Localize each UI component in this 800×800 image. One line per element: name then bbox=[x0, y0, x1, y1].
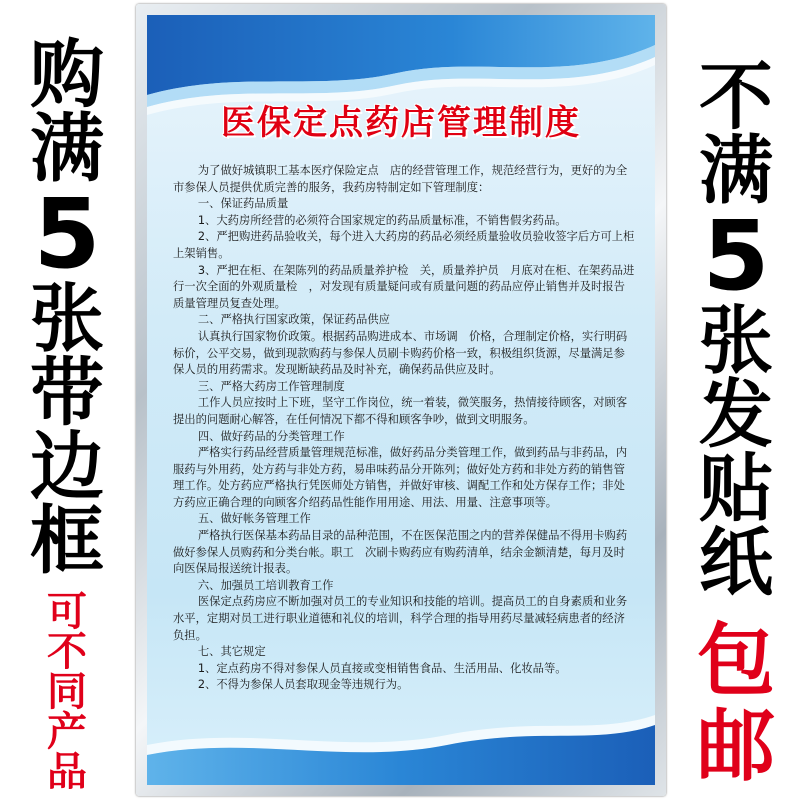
right-red-note bbox=[697, 618, 775, 790]
section-heading: 六、加强员工培训教育工作 bbox=[197, 578, 334, 592]
left-red-char: 品 bbox=[47, 749, 87, 795]
right-char: 发 bbox=[699, 372, 773, 458]
poster-body-text bbox=[173, 163, 635, 694]
left-char: 5 bbox=[33, 178, 101, 290]
section-heading: 四、做好药品的分类管理工作 bbox=[197, 429, 345, 443]
left-char: 边 bbox=[30, 424, 104, 510]
left-red-char: 不 bbox=[47, 629, 87, 675]
section-heading: 五、做好帐务管理工作 bbox=[197, 512, 311, 526]
right-char: 满 bbox=[699, 128, 773, 214]
left-char: 框 bbox=[30, 498, 104, 584]
right-char: 不 bbox=[699, 54, 773, 140]
left-red-char: 可 bbox=[47, 589, 87, 635]
right-char: 贴 bbox=[699, 446, 773, 532]
rule-paragraph: 严格实行药品经营质量管理规范标准，做好药品分类管理工作，做到药品与非药品，内服药与外用药，处方药与非处方药，易串味药品分开陈列；做好处方药和非处方药的销售管理工作。处方药应严格执行凭医师处方销售，并做好审核、调配工作和处方保存工作；非处方药应正确合理的向顾客介绍药品性能作用用途、用法、用量、注意事项等。 bbox=[173, 446, 628, 509]
rule-paragraph: 工作人员应按时上下班，坚守工作岗位，统一着装，微笑服务，热情接待顾客，对顾客提出的问题耐心解答，在任何情况下都不得和顾客争吵，做到文明服务。 bbox=[173, 396, 628, 426]
rule-paragraph: 医保定点药房应不断加强对员工的专业知识和技能的培训。提高员工的自身素质和业务水平，定期对员工进行职业道德和礼仪的培训，科学合理的指导用药尽量减轻病患者的经济负担。 bbox=[173, 595, 628, 642]
right-promo-text bbox=[699, 54, 773, 606]
rule-paragraph: 为了做好城镇职工基本医疗保险定点 店的经营管理工作，规范经营行为，更好的为全市参保人员提供优质完善的服务，我药房特制定如下管理制度： bbox=[173, 164, 628, 194]
bottom-wave-decoration bbox=[147, 695, 655, 785]
section-heading: 二、严格执行国家政策，保证药品供应 bbox=[197, 313, 390, 327]
section-heading: 三、严格大药房工作管理制度 bbox=[197, 379, 345, 393]
rule-paragraph: 1、定点药房不得对参保人员直接或变相销售食品、生活用品、化妆品等。 bbox=[197, 661, 567, 675]
left-char: 购 bbox=[30, 32, 104, 118]
right-red-char: 包 bbox=[696, 616, 775, 706]
left-char: 张 bbox=[30, 276, 104, 362]
left-char: 带 bbox=[30, 350, 104, 436]
rule-paragraph: 2、严把购进药品验收关，每个进入大药房的药品必须经质量验收员验收签字后方可上柜上架销售。 bbox=[173, 230, 635, 260]
right-char: 5 bbox=[702, 200, 770, 312]
rule-paragraph: 认真执行国家物价政策。根据药品购进成本、市场调 价格，合理制定价格，实行明码标价，公平交易，做到现款购药与参保人员刷卡购药价格一致，积极组织货源，尽量满足参保人员的用药需求。发现断缺药品及时补充，确保药品供应及时。 bbox=[173, 329, 628, 377]
poster-title: 医保定点药店管理制度 bbox=[221, 103, 581, 143]
left-char: 满 bbox=[30, 106, 104, 192]
rule-paragraph: 严格执行医保基本药品目录的品种范围，不在医保范围之内的营养保健品不得用卡购药做好参保人员购药和分类台帐。职工 次刷卡购药应有购药清单，结余金额清楚，每月及时向医保局报送统计报表。 bbox=[173, 529, 628, 576]
left-red-note bbox=[47, 589, 87, 795]
section-heading: 七、其它规定 bbox=[197, 645, 266, 659]
right-promo-banner bbox=[672, 0, 800, 790]
rule-paragraph: 3、严把在柜、在架陈列的药品质量养护检 关，质量养护员 月底对在柜、在架药品进行一次全面的外观质量检 ，对发现有质量疑问或有质量问题的药品应停止销售并及时报告质量管理员复查处理。 bbox=[173, 263, 635, 310]
poster-frame bbox=[136, 4, 666, 796]
rule-paragraph: 1、大药房所经营的必须符合国家规定的药品质量标准，不销售假劣药品。 bbox=[197, 213, 567, 227]
left-promo-text bbox=[30, 32, 104, 584]
right-char: 纸 bbox=[699, 520, 773, 606]
right-char: 张 bbox=[699, 298, 773, 384]
rule-paragraph: 2、不得为参保人员套取现金等违规行为。 bbox=[197, 678, 409, 692]
poster-board bbox=[147, 15, 655, 785]
left-red-char: 同 bbox=[47, 669, 87, 715]
right-red-char: 邮 bbox=[696, 702, 775, 792]
section-heading: 一、保证药品质量 bbox=[197, 197, 289, 211]
left-promo-banner bbox=[0, 0, 134, 795]
left-red-char: 产 bbox=[47, 709, 87, 755]
